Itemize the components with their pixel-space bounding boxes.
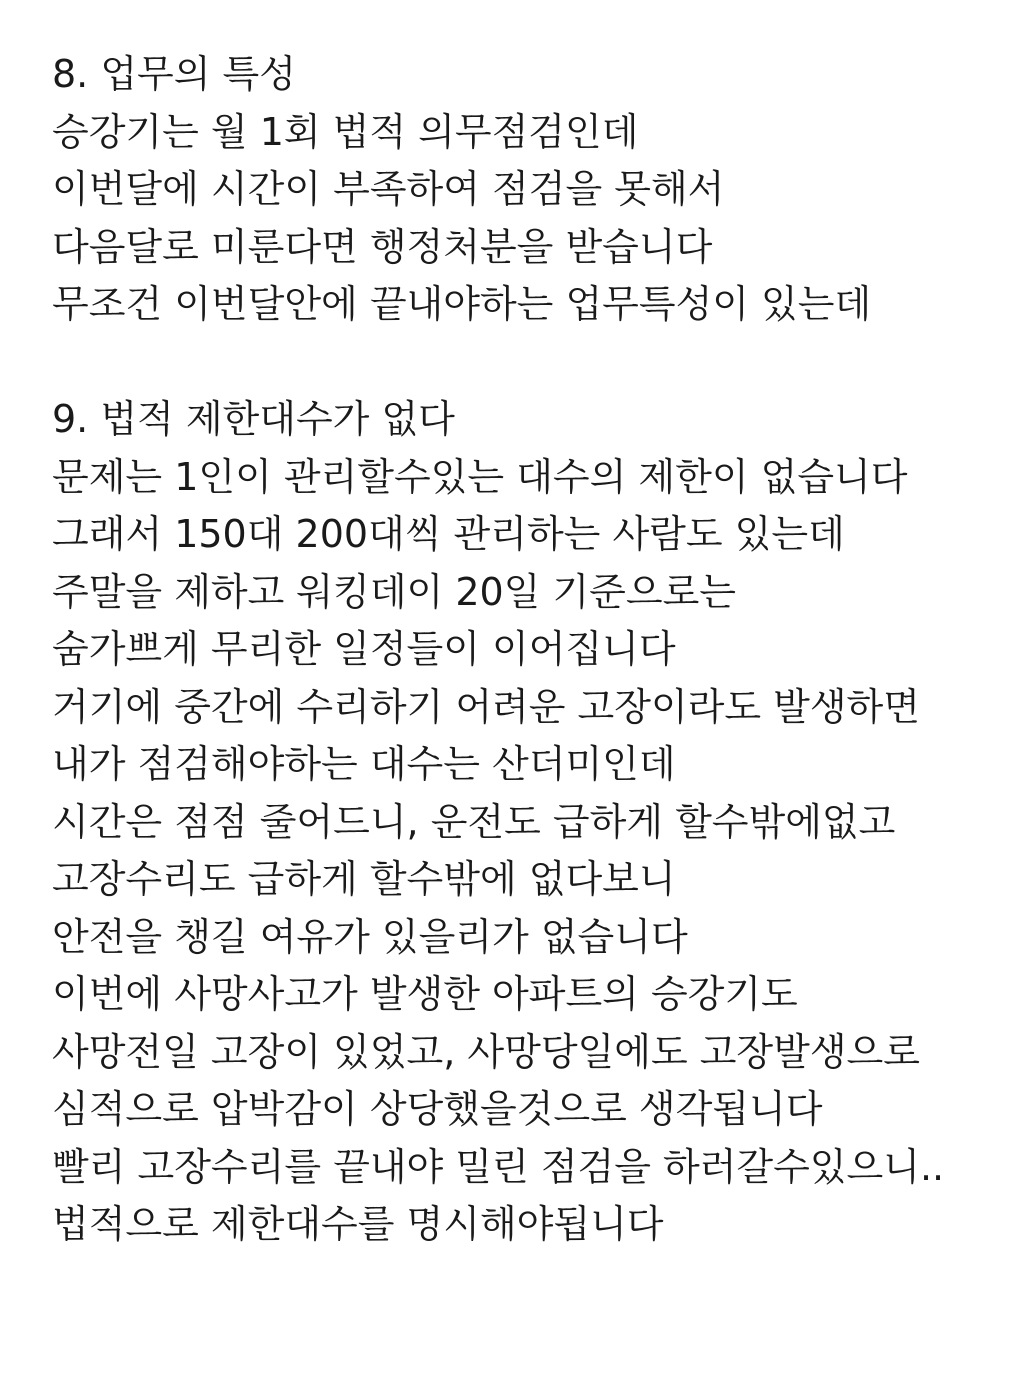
section-8-line: 무조건 이번달안에 끝내야하는 업무특성이 있는데 xyxy=(52,282,872,326)
section-8-heading: 8. 업무의 특성 xyxy=(52,52,296,96)
section-9-line: 빨리 고장수리를 끝내야 밀린 점검을 하러갈수있으니.. xyxy=(52,1144,945,1189)
section-9-line: 내가 점검해야하는 대수는 산더미인데 xyxy=(52,742,676,786)
section-9-line: 이번에 사망사고가 발생한 아파트의 승강기도 xyxy=(52,972,798,1016)
section-8-line: 다음달로 미룬다면 행정처분을 받습니다 xyxy=(52,224,713,269)
section-9-line: 사망전일 고장이 있었고, 사망당일에도 고장발생으로 xyxy=(52,1029,920,1074)
section-9-line: 법적으로 제한대수를 명시해야됩니다 xyxy=(52,1202,664,1246)
section-9-line: 문제는 1인이 관리할수있는 대수의 제한이 없습니다 xyxy=(52,454,908,499)
section-9-line: 그래서 150대 200대씩 관리하는 사람도 있는데 xyxy=(52,512,845,556)
section-9-line: 고장수리도 급하게 할수밖에 없다보니 xyxy=(52,857,676,901)
document-body xyxy=(52,46,1012,1254)
section-8-line: 이번달에 시간이 부족하여 점검을 못해서 xyxy=(52,167,725,211)
section-9-line: 주말을 제하고 워킹데이 20일 기준으로는 xyxy=(52,569,736,614)
section-8-line: 승강기는 월 1회 법적 의무점검인데 xyxy=(52,109,639,154)
section-9-line: 숨가쁘게 무리한 일정들이 이어집니다 xyxy=(52,627,676,671)
section-9-line: 거기에 중간에 수리하기 어려운 고장이라도 발생하면 xyxy=(52,684,920,729)
section-9-line: 안전을 챙길 여유가 있을리가 없습니다 xyxy=(52,914,688,959)
section-9-line: 시간은 점점 줄어드니, 운전도 급하게 할수밖에없고 xyxy=(52,799,896,844)
section-9-heading: 9. 법적 제한대수가 없다 xyxy=(52,397,455,441)
section-9-line: 심적으로 압박감이 상당했을것으로 생각됩니다 xyxy=(52,1087,823,1131)
paragraph-gap xyxy=(52,334,1012,392)
